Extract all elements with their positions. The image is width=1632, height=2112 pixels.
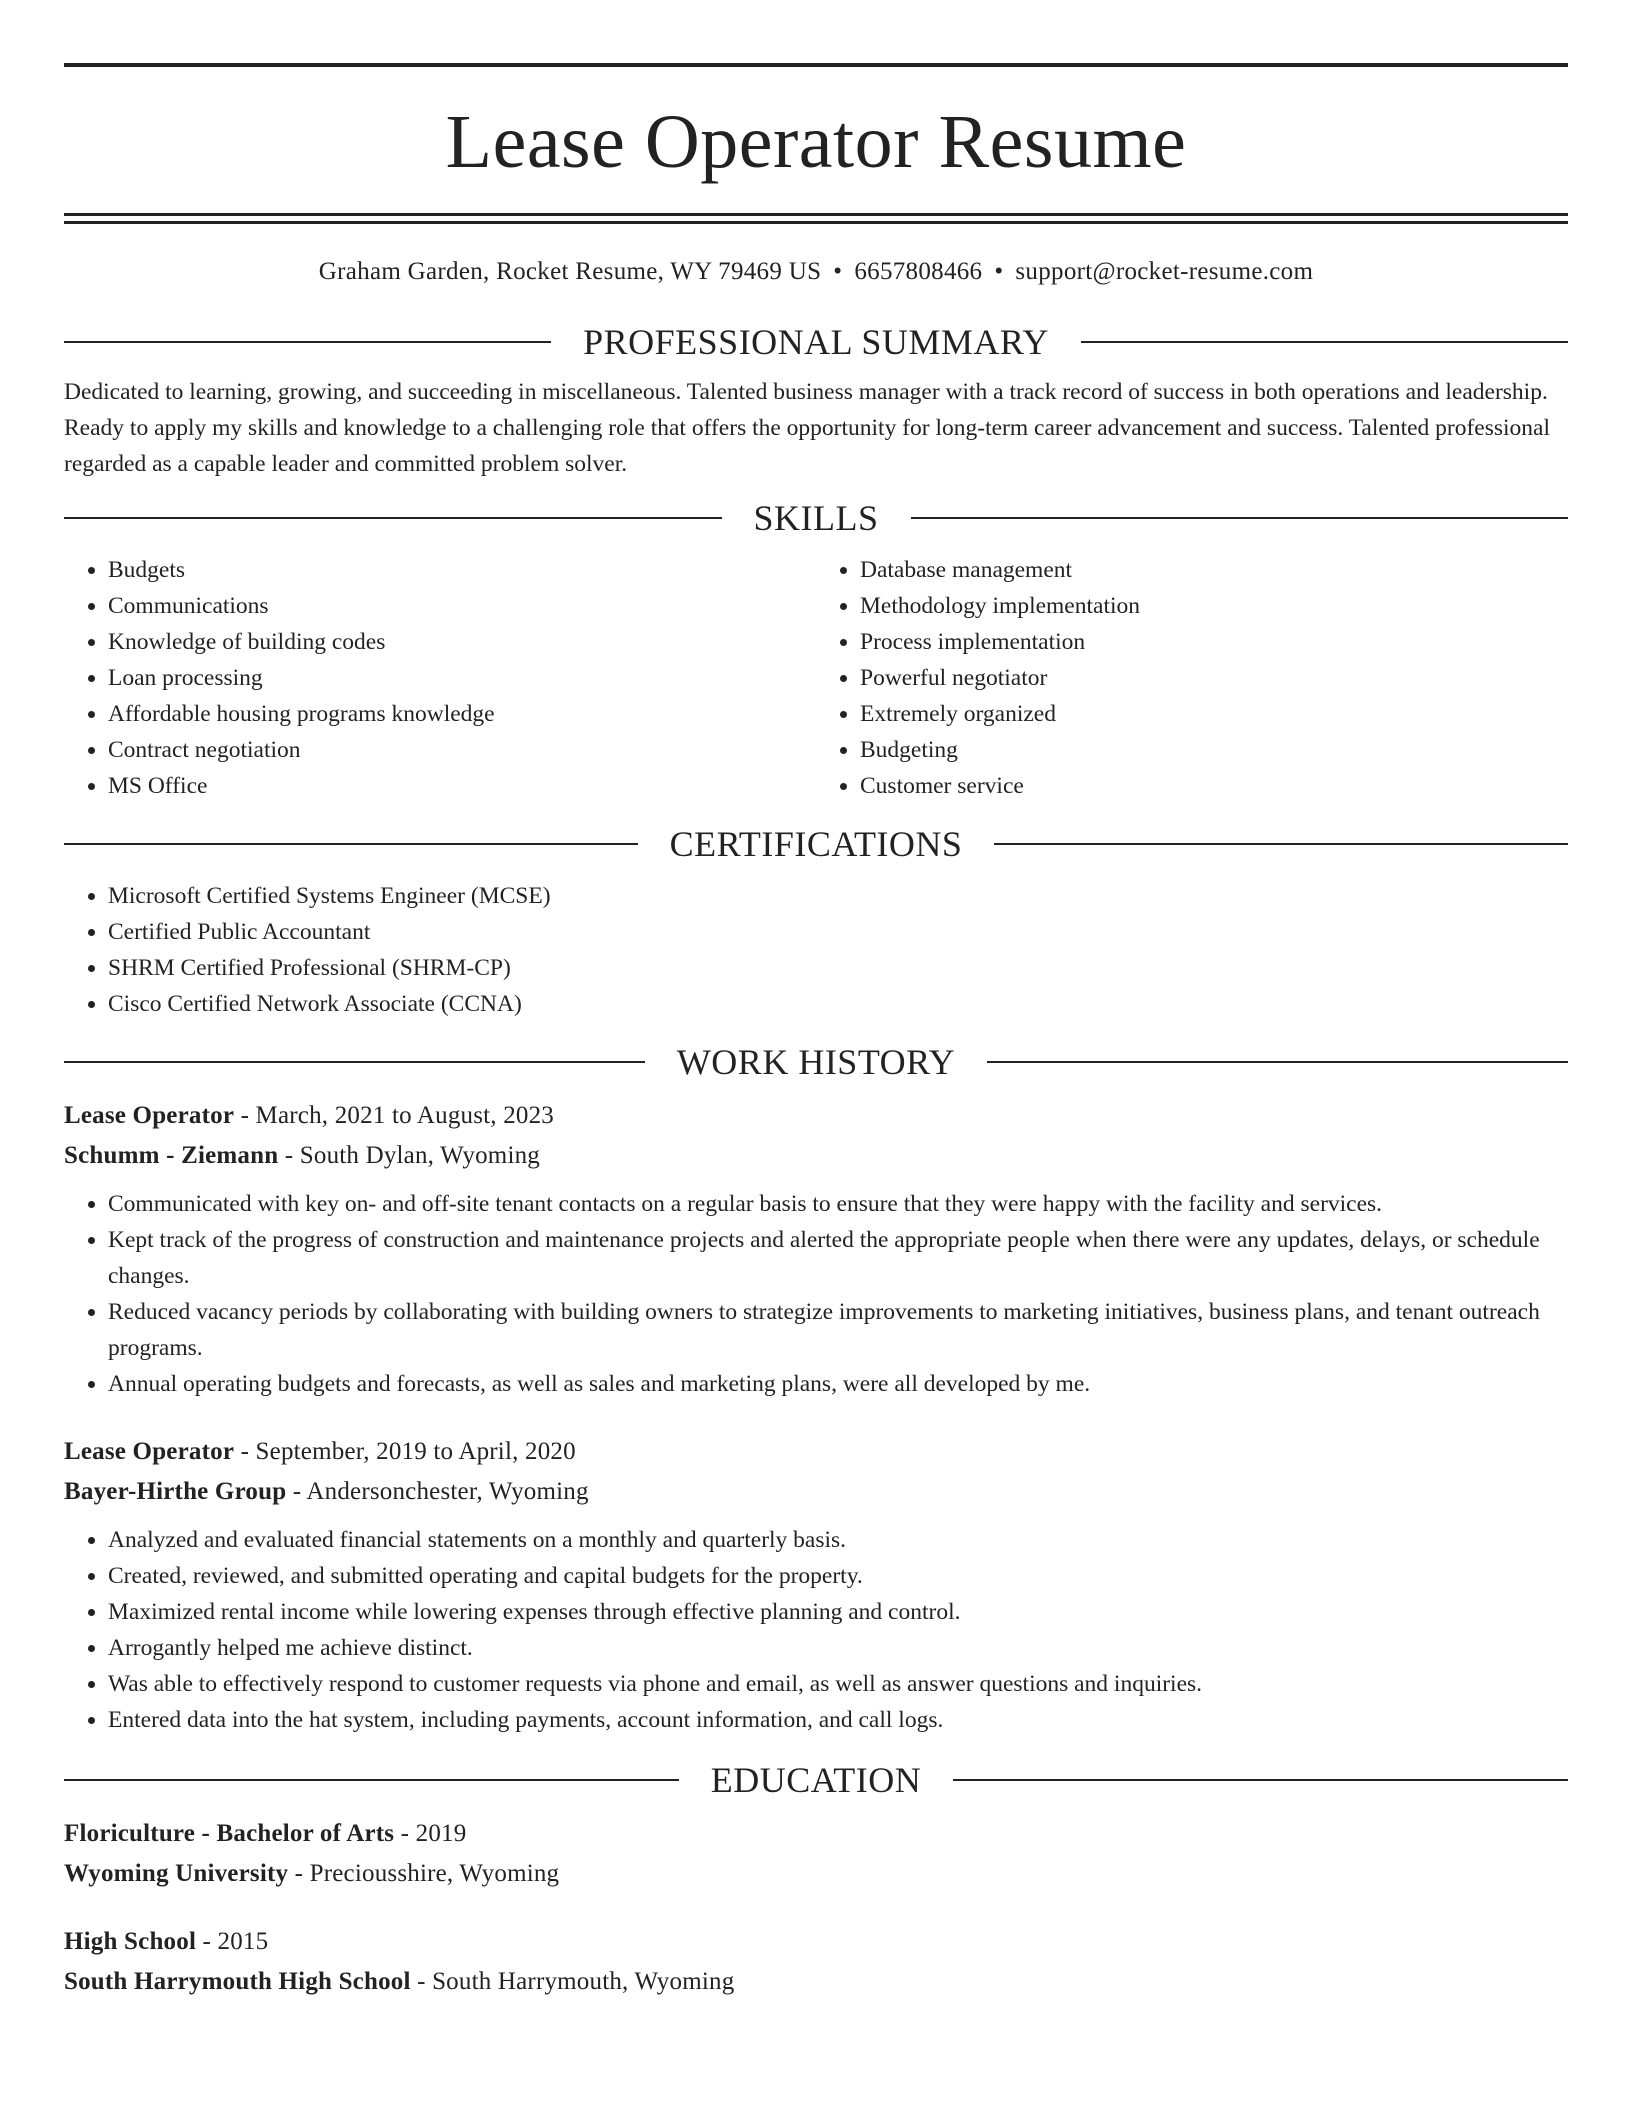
contact-separator: • — [833, 258, 843, 285]
education-year: - 2019 — [394, 1820, 467, 1847]
job-bullet: • Maximized rental income while lowering expenses through effective planning and control. — [108, 1594, 1568, 1630]
job-bullet: • Was able to effectively respond to customer requests via phone and email, as well as answer questions and inquiries. — [108, 1666, 1568, 1702]
education-entry — [64, 1922, 1568, 2002]
skill-item: • Knowledge of building codes — [108, 624, 816, 660]
job-title: Lease Operator — [64, 1102, 235, 1129]
divider-line — [1081, 341, 1568, 343]
certifications-section-header — [64, 822, 1568, 866]
divider-line — [64, 1061, 645, 1063]
certifications-heading: CERTIFICATIONS — [669, 824, 963, 864]
resume-title: Lease Operator Resume — [445, 100, 1187, 184]
skill-item: • Contract negotiation — [108, 732, 816, 768]
education-degree: High School — [64, 1928, 197, 1955]
skill-item: • Extremely organized — [860, 696, 1568, 732]
skills-section-header — [64, 496, 1568, 540]
job-bullet: • Arrogantly helped me achieve distinct. — [108, 1630, 1568, 1666]
education-school: South Harrymouth High School — [64, 1968, 411, 1995]
divider-line — [953, 1779, 1568, 1781]
certification-item: • Certified Public Accountant — [108, 914, 1568, 950]
job-dates: - September, 2019 to April, 2020 — [234, 1438, 576, 1465]
divider-line — [911, 517, 1569, 519]
divider-line — [64, 843, 638, 845]
job-bullet: • Kept track of the progress of construction and maintenance projects and alerted the appropriate people when there were any updates, delays, or schedule changes. — [108, 1222, 1568, 1294]
certifications-list — [64, 878, 1568, 1022]
work-history-heading: WORK HISTORY — [676, 1042, 956, 1082]
education-location: - Preciousshire, Wyoming — [288, 1860, 560, 1887]
job-title-line — [64, 1096, 1568, 1136]
job-company-line — [64, 1136, 1568, 1176]
title-double-rule — [64, 213, 1568, 224]
education-school: Wyoming University — [64, 1860, 289, 1887]
job-entry — [64, 1096, 1568, 1402]
skill-item: • Process implementation — [860, 624, 1568, 660]
education-school-line — [64, 1854, 1568, 1894]
work-history-section-header — [64, 1040, 1568, 1084]
divider-line — [987, 1061, 1568, 1063]
job-bullet: • Entered data into the hat system, including payments, account information, and call logs. — [108, 1702, 1568, 1738]
skills-column-right — [816, 552, 1568, 804]
skills-list — [64, 552, 1568, 804]
education-school-line — [64, 1962, 1568, 2002]
contact-separator: • — [994, 258, 1004, 285]
job-location: - South Dylan, Wyoming — [278, 1142, 540, 1169]
job-entry — [64, 1432, 1568, 1738]
certification-item: • Cisco Certified Network Associate (CCNA) — [108, 986, 1568, 1022]
job-title-line — [64, 1432, 1568, 1472]
education-year: - 2015 — [196, 1928, 269, 1955]
education-section-header — [64, 1758, 1568, 1802]
summary-heading: PROFESSIONAL SUMMARY — [583, 322, 1049, 362]
skills-heading: SKILLS — [753, 498, 879, 538]
skill-item: • Database management — [860, 552, 1568, 588]
summary-text: Dedicated to learning, growing, and succeeding in miscellaneous. Talented business manager with a track record of success in both operations and leadership. Ready to apply my skills and knowledge to a challenging role that offers the opportunity for long-term career advancement and success. Talented professional regarded as a capable leader and committed problem solver. — [64, 379, 1551, 477]
education-heading: EDUCATION — [710, 1760, 922, 1800]
divider-line — [64, 517, 722, 519]
job-bullets — [64, 1522, 1568, 1738]
job-dates: - March, 2021 to August, 2023 — [234, 1102, 554, 1129]
skill-item: • MS Office — [108, 768, 816, 804]
job-company: Schumm - Ziemann — [64, 1142, 279, 1169]
divider-line — [994, 843, 1568, 845]
certification-item: • Microsoft Certified Systems Engineer (MCSE) — [108, 878, 1568, 914]
contact-phone: 6657808466 — [854, 258, 983, 285]
contact-email: support@rocket-resume.com — [1015, 258, 1314, 285]
education-degree-line — [64, 1814, 1568, 1854]
job-company-line — [64, 1472, 1568, 1512]
summary-section-header — [64, 320, 1568, 364]
job-bullets — [64, 1186, 1568, 1402]
contact-address: Graham Garden, Rocket Resume, WY 79469 US — [318, 258, 822, 285]
contact-line — [64, 256, 1568, 288]
job-bullet: • Communicated with key on- and off-site tenant contacts on a regular basis to ensure that they were happy with the facility and services. — [108, 1186, 1568, 1222]
education-degree-line — [64, 1922, 1568, 1962]
job-bullet: • Analyzed and evaluated financial statements on a monthly and quarterly basis. — [108, 1522, 1568, 1558]
skill-item: • Communications — [108, 588, 816, 624]
job-title: Lease Operator — [64, 1438, 235, 1465]
divider-line — [64, 1779, 679, 1781]
skill-item: • Powerful negotiator — [860, 660, 1568, 696]
education-location: - South Harrymouth, Wyoming — [410, 1968, 735, 1995]
education-entry — [64, 1814, 1568, 1894]
skill-item: • Customer service — [860, 768, 1568, 804]
skill-item: • Loan processing — [108, 660, 816, 696]
skill-item: • Methodology implementation — [860, 588, 1568, 624]
divider-line — [64, 341, 551, 343]
job-bullet: • Annual operating budgets and forecasts, as well as sales and marketing plans, were all developed by me. — [108, 1366, 1568, 1402]
skill-item: • Budgeting — [860, 732, 1568, 768]
certification-item: • SHRM Certified Professional (SHRM-CP) — [108, 950, 1568, 986]
education-degree: Floriculture - Bachelor of Arts — [64, 1820, 395, 1847]
skill-item: • Affordable housing programs knowledge — [108, 696, 816, 732]
job-bullet: • Reduced vacancy periods by collaborating with building owners to strategize improvements to marketing initiatives, business plans, and tenant outreach programs. — [108, 1294, 1568, 1366]
job-company: Bayer-Hirthe Group — [64, 1478, 287, 1505]
skills-column-left — [64, 552, 816, 804]
job-bullet: • Created, reviewed, and submitted operating and capital budgets for the property. — [108, 1558, 1568, 1594]
top-rule — [64, 63, 1568, 67]
skill-item: • Budgets — [108, 552, 816, 588]
job-location: - Andersonchester, Wyoming — [286, 1478, 589, 1505]
